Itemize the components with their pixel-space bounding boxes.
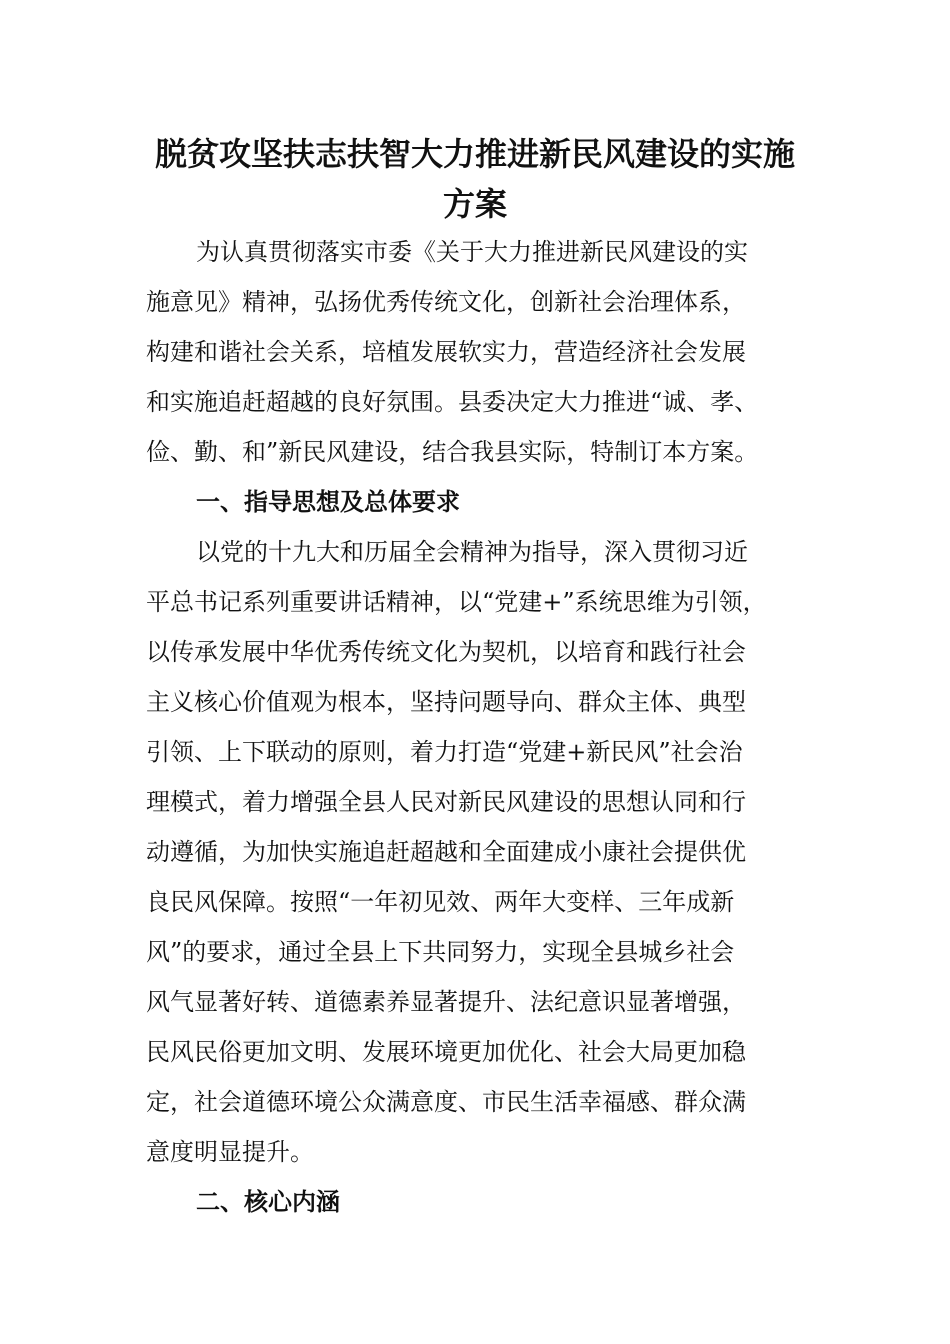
section1-paragraph-line: 风”的要求，通过全县上下共同努力，实现全县城乡社会: [146, 938, 735, 966]
section1-paragraph-line: 以传承发展中华优秀传统文化为契机，以培育和践行社会: [146, 638, 746, 666]
section1-paragraph-line: 风气显著好转、道德素养显著提升、法纪意识显著增强，: [146, 988, 746, 1016]
intro-paragraph-line: 施意见》精神，弘扬优秀传统文化，创新社会治理体系，: [146, 288, 746, 316]
section1-paragraph-line: 意度明显提升。: [146, 1138, 314, 1166]
section-heading-guiding-ideology: 一、指导思想及总体要求: [196, 488, 460, 516]
section1-paragraph-line: 动遵循，为加快实施追赶超越和全面建成小康社会提供优: [146, 838, 746, 866]
section1-paragraph-line: 平总书记系列重要讲话精神，以“党建+”系统思维为引领，: [146, 588, 767, 616]
section1-paragraph-line: 主义核心价值观为根本，坚持问题导向、群众主体、典型: [146, 688, 746, 716]
intro-paragraph-line: 俭、勤、和”新民风建设，结合我县实际，特制订本方案。: [146, 438, 759, 466]
section1-paragraph-line: 引领、上下联动的原则，着力打造“党建+新民风”社会治: [146, 738, 743, 766]
intro-paragraph-line: 构建和谐社会关系，培植发展软实力，营造经济社会发展: [146, 338, 746, 366]
section1-paragraph-line: 理模式，着力增强全县人民对新民风建设的思想认同和行: [146, 788, 746, 816]
intro-paragraph-line: 和实施追赶超越的良好氛围。县委决定大力推进“诚、孝、: [146, 388, 759, 416]
document-title-line-1: 脱贫攻坚扶志扶智大力推进新民风建设的实施: [154, 135, 795, 173]
section1-paragraph-line: 良民风保障。按照“一年初见效、两年大变样、三年成新: [146, 888, 735, 916]
document-title-line-2: 方案: [442, 185, 507, 223]
section1-paragraph-line: 民风民俗更加文明、发展环境更加优化、社会大局更加稳: [146, 1038, 746, 1066]
section1-paragraph-line: 定，社会道德环境公众满意度、市民生活幸福感、群众满: [146, 1088, 746, 1116]
intro-paragraph-line: 为认真贯彻落实市委《关于大力推进新民风建设的实: [196, 238, 748, 266]
section1-paragraph-line: 以党的十九大和历届全会精神为指导，深入贯彻习近: [196, 538, 748, 566]
section-heading-core-connotation: 二、核心内涵: [196, 1188, 340, 1216]
